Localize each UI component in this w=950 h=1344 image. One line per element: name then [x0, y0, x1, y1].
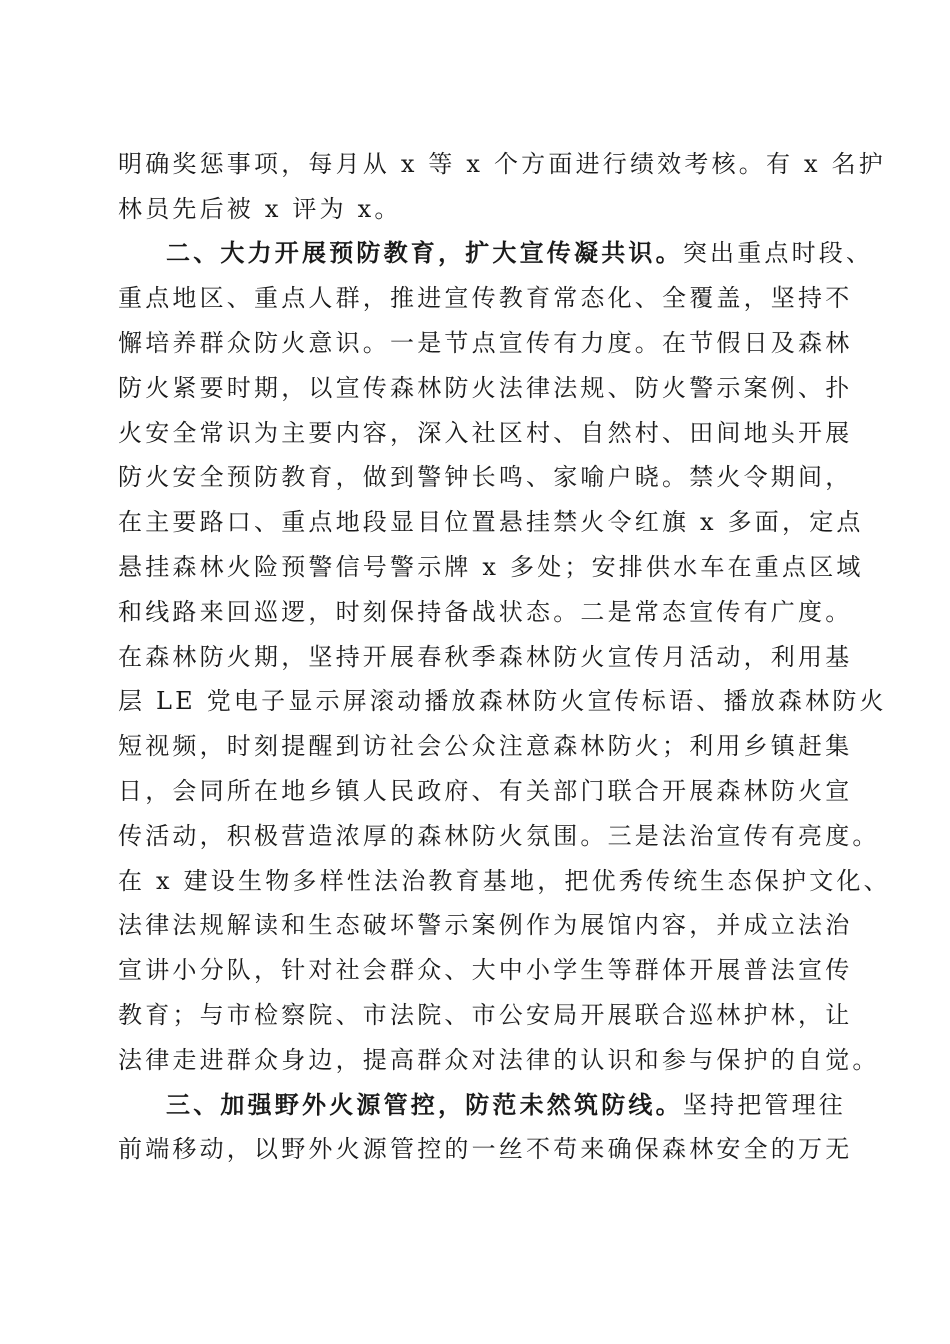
section-heading: 三、加强野外火源管控，防范未然筑防线。: [166, 1090, 683, 1119]
text-line: 前端移动，以野外火源管控的一丝不苟来确保森林安全的万无: [118, 1135, 853, 1163]
text-line: 重点地区、重点人群，推进宣传教育常态化、全覆盖，坚持不: [118, 284, 853, 312]
paragraph-line: [166, 233, 874, 273]
text-line: 懈培养群众防火意识。一是节点宣传有力度。在节假日及森林: [118, 329, 853, 357]
text-line: 悬挂森林火险预警信号警示牌 x 多处；安排供水车在重点区域: [118, 553, 864, 581]
text-line: 和线路来回巡逻，时刻保持备战状态。二是常态宣传有广度。: [118, 598, 853, 626]
text-line: 层 LE 党电子显示屏滚动播放森林防火宣传标语、播放森林防火: [118, 687, 887, 715]
text-line: 日，会同所在地乡镇人民政府、有关部门联合开展森林防火宣: [118, 777, 853, 805]
text-line: 林员先后被 x 评为 x。: [118, 195, 402, 223]
text-line: 法律法规解读和生态破坏警示案例作为展馆内容，并成立法治: [118, 911, 853, 939]
section-heading: 二、大力开展预防教育，扩大宣传凝共识。: [166, 238, 683, 267]
paragraph-text: 坚持把管理往: [682, 1091, 847, 1119]
paragraph-text: 突出重点时段、: [682, 239, 874, 267]
text-line: 防火安全预防教育，做到警钟长鸣、家喻户晓。禁火令期间，: [118, 463, 853, 491]
text-line: 短视频，时刻提醒到访社会公众注意森林防火；利用乡镇赶集: [118, 732, 853, 760]
text-line: 教育；与市检察院、市法院、市公安局开展联合巡林护林，让: [118, 1001, 853, 1029]
text-line: 传活动，积极营造浓厚的森林防火氛围。三是法治宣传有亮度。: [118, 822, 880, 850]
text-line: 明确奖惩事项，每月从 x 等 x 个方面进行绩效考核。有 x 名护: [118, 150, 886, 178]
text-line: 在 x 建设生物多样性法治教育基地，把优秀传统生态保护文化、: [118, 867, 891, 895]
text-line: 防火紧要时期，以宣传森林防火法律法规、防火警示案例、扑: [118, 374, 853, 402]
text-line: 火安全常识为主要内容，深入社区村、自然村、田间地头开展: [118, 419, 853, 447]
text-line: 法律走进群众身边，提高群众对法律的认识和参与保护的自觉。: [118, 1046, 880, 1074]
text-line: 在主要路口、重点地段显目位置悬挂禁火令红旗 x 多面，定点: [118, 508, 864, 536]
paragraph-line: [166, 1085, 847, 1125]
text-line: 宣讲小分队，针对社会群众、大中小学生等群体开展普法宣传: [118, 956, 853, 984]
text-line: 在森林防火期，坚持开展春秋季森林防火宣传月活动，利用基: [118, 643, 853, 671]
